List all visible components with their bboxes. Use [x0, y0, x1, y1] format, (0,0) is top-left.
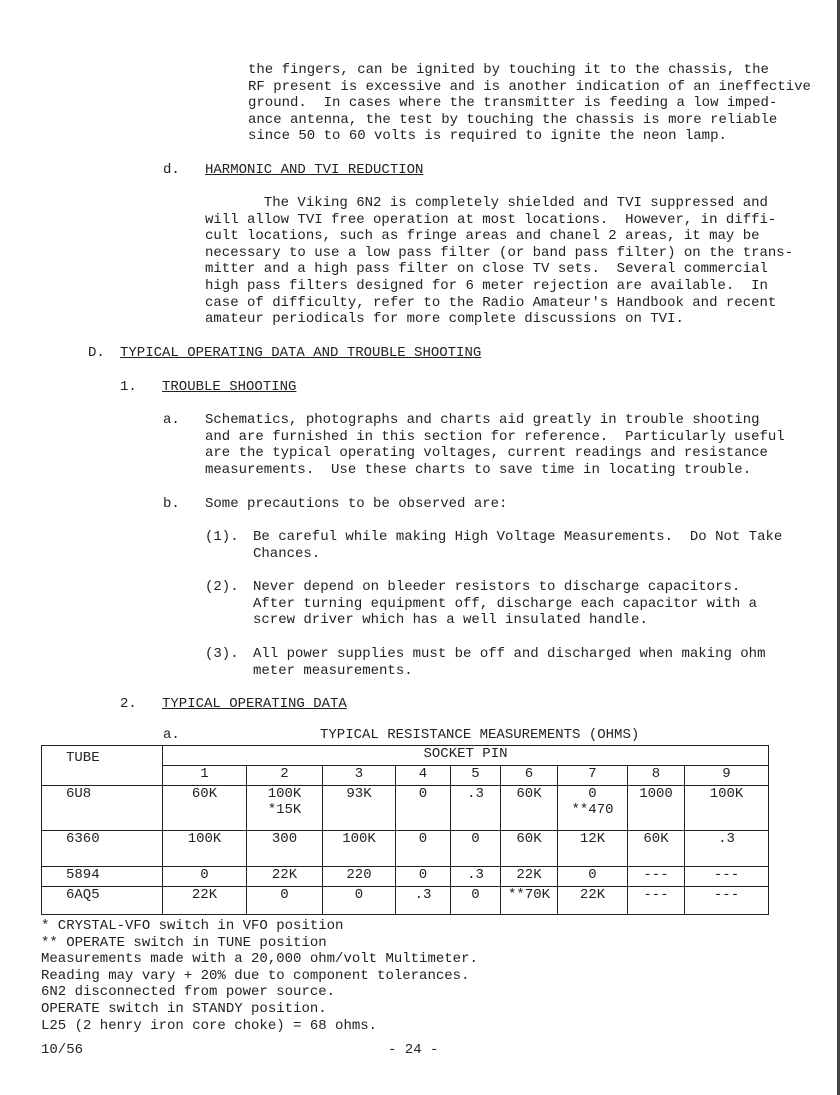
table-row [42, 831, 769, 867]
resistance-cell: 22K [247, 867, 323, 887]
paragraph-neon-test [248, 62, 811, 145]
text-line: screw driver which has a well insulated handle. [253, 612, 648, 629]
pin-header-8: 8 [628, 766, 685, 786]
section-heading-trouble-shooting: TROUBLE SHOOTING [162, 379, 297, 395]
tube-name: 6360 [42, 831, 163, 867]
resistance-cell: 93K [323, 786, 396, 831]
text-line: cult locations, such as fringe areas and chanel 2 areas, it may be [205, 228, 760, 245]
precaution-3-text [253, 646, 765, 679]
table-row [42, 786, 769, 831]
resistance-table [41, 745, 769, 915]
resistance-cell: --- [685, 867, 769, 887]
socket-pin-header: SOCKET PIN [163, 746, 769, 766]
paragraph-tvi [205, 195, 793, 328]
resistance-cell: 0 [396, 786, 451, 831]
pin-header-1: 1 [163, 766, 247, 786]
resistance-cell: --- [628, 867, 685, 887]
resistance-cell: 22K [558, 887, 628, 915]
text-line: Never depend on bleeder resistors to discharge capacitors. [253, 579, 741, 595]
text-line: Reading may vary + 20% due to component tolerances. [41, 967, 470, 984]
table-marker: a. [163, 727, 180, 743]
precaution-marker: (1). [205, 529, 239, 545]
resistance-cell: 0 [396, 831, 451, 867]
text-line: 6N2 disconnected from power source. [41, 984, 336, 1001]
table-row [42, 887, 769, 915]
footer-date: 10/56 [41, 1042, 84, 1058]
pin-header-6: 6 [501, 766, 558, 786]
item-marker: a. [163, 412, 180, 428]
item-a-text [205, 412, 785, 478]
table-row [42, 867, 769, 887]
precaution-2-text [253, 579, 757, 629]
text-line: mitter and a high pass filter on close TV sets. Several commercial [205, 261, 768, 278]
resistance-cell: 0 [323, 887, 396, 915]
item-marker: b. [163, 496, 180, 512]
text-line: measurements. Use these charts to save time in locating trouble. [205, 461, 752, 478]
item-b-text [205, 496, 507, 513]
resistance-cell: 300 [247, 831, 323, 867]
resistance-cell: 0 [451, 831, 501, 867]
text-line: ** OPERATE switch in TUNE position [41, 934, 327, 951]
resistance-cell: 22K [163, 887, 247, 915]
section-marker: d. [163, 162, 180, 178]
resistance-cell: .3 [396, 887, 451, 915]
precaution-1-text [253, 529, 782, 562]
text-line: since 50 to 60 volts is required to ignite the neon lamp. [248, 128, 727, 145]
section-marker: D. [88, 345, 105, 361]
tube-name: 6AQ5 [42, 887, 163, 915]
section-heading-operating-data: TYPICAL OPERATING DATA AND TROUBLE SHOOTING [120, 345, 482, 361]
resistance-cell: 0 [451, 887, 501, 915]
text-line: L25 (2 henry iron core choke) = 68 ohms. [41, 1017, 378, 1034]
pin-header-9: 9 [685, 766, 769, 786]
resistance-cell: 0 **470 [558, 786, 628, 831]
table-notes [41, 918, 478, 1034]
text-line: The Viking 6N2 is completely shielded and TVI suppressed and [205, 195, 768, 211]
text-line: are the typical operating voltages, current readings and resistance [205, 445, 768, 462]
resistance-cell: 100K [163, 831, 247, 867]
resistance-cell: .3 [451, 786, 501, 831]
resistance-cell: 0 [558, 867, 628, 887]
resistance-cell: 0 [163, 867, 247, 887]
resistance-cell: 60K [628, 831, 685, 867]
text-line: * CRYSTAL-VFO switch in VFO position [41, 918, 344, 934]
pin-header-4: 4 [396, 766, 451, 786]
text-line: the fingers, can be ignited by touching it to the chassis, the [248, 62, 769, 78]
pin-header-2: 2 [247, 766, 323, 786]
pin-header-5: 5 [451, 766, 501, 786]
resistance-cell: 220 [323, 867, 396, 887]
resistance-cell: 60K [163, 786, 247, 831]
text-line: Be careful while making High Voltage Measurements. Do Not Take [253, 529, 783, 545]
resistance-cell: 0 [247, 887, 323, 915]
resistance-cell: 12K [558, 831, 628, 867]
text-line: All power supplies must be off and discharged when making ohm [253, 646, 766, 662]
tube-name: 6U8 [42, 786, 163, 831]
text-line: Some precautions to be observed are: [205, 496, 508, 512]
text-line: OPERATE switch in STANDY position. [41, 1000, 327, 1017]
page-number: - 24 - [388, 1042, 439, 1058]
resistance-cell: 60K [501, 786, 558, 831]
resistance-cell: --- [628, 887, 685, 915]
text-line: high pass filters designed for 6 meter rejection are available. In [205, 277, 768, 294]
resistance-cell: .3 [451, 867, 501, 887]
text-line: case of difficulty, refer to the Radio Amateur's Handbook and recent [205, 294, 777, 311]
resistance-cell: **70K [501, 887, 558, 915]
resistance-cell: 100K *15K [247, 786, 323, 831]
table-title: TYPICAL RESISTANCE MEASUREMENTS (OHMS) [320, 727, 640, 743]
resistance-cell: 60K [501, 831, 558, 867]
precaution-marker: (3). [205, 646, 239, 662]
pin-header-7: 7 [558, 766, 628, 786]
resistance-cell: 0 [396, 867, 451, 887]
resistance-cell: 100K [323, 831, 396, 867]
resistance-cell: 1000 [628, 786, 685, 831]
text-line: After turning equipment off, discharge each capacitor with a [253, 595, 758, 612]
section-marker: 1. [120, 379, 137, 395]
tube-name: 5894 [42, 867, 163, 887]
text-line: ance antenna, the test by touching the chassis is more reliable [248, 111, 778, 128]
resistance-cell: 100K [685, 786, 769, 831]
section-heading-harmonic-tvi: HARMONIC AND TVI REDUCTION [205, 162, 424, 178]
text-line: Measurements made with a 20,000 ohm/volt Multimeter. [41, 951, 478, 968]
text-line: meter measurements. [253, 662, 413, 679]
text-line: ground. In cases where the transmitter is feeding a low imped- [248, 95, 778, 112]
resistance-cell: --- [685, 887, 769, 915]
section-marker: 2. [120, 696, 137, 712]
pin-header-3: 3 [323, 766, 396, 786]
text-line: Schematics, photographs and charts aid greatly in trouble shooting [205, 412, 760, 428]
text-line: will allow TVI free operation at most locations. However, in diffi- [205, 211, 777, 228]
text-line: amateur periodicals for more complete discussions on TVI. [205, 311, 684, 328]
text-line: Chances. [253, 545, 321, 562]
text-line: necessary to use a low pass filter (or band pass filter) on the trans- [205, 244, 794, 261]
section-heading-typical-data: TYPICAL OPERATING DATA [162, 696, 347, 712]
tube-column-header: TUBE [42, 746, 163, 786]
resistance-cell: 22K [501, 867, 558, 887]
text-line: RF present is excessive and is another indication of an ineffective [248, 78, 811, 95]
resistance-cell: .3 [685, 831, 769, 867]
precaution-marker: (2). [205, 579, 239, 595]
text-line: and are furnished in this section for reference. Particularly useful [205, 428, 785, 445]
